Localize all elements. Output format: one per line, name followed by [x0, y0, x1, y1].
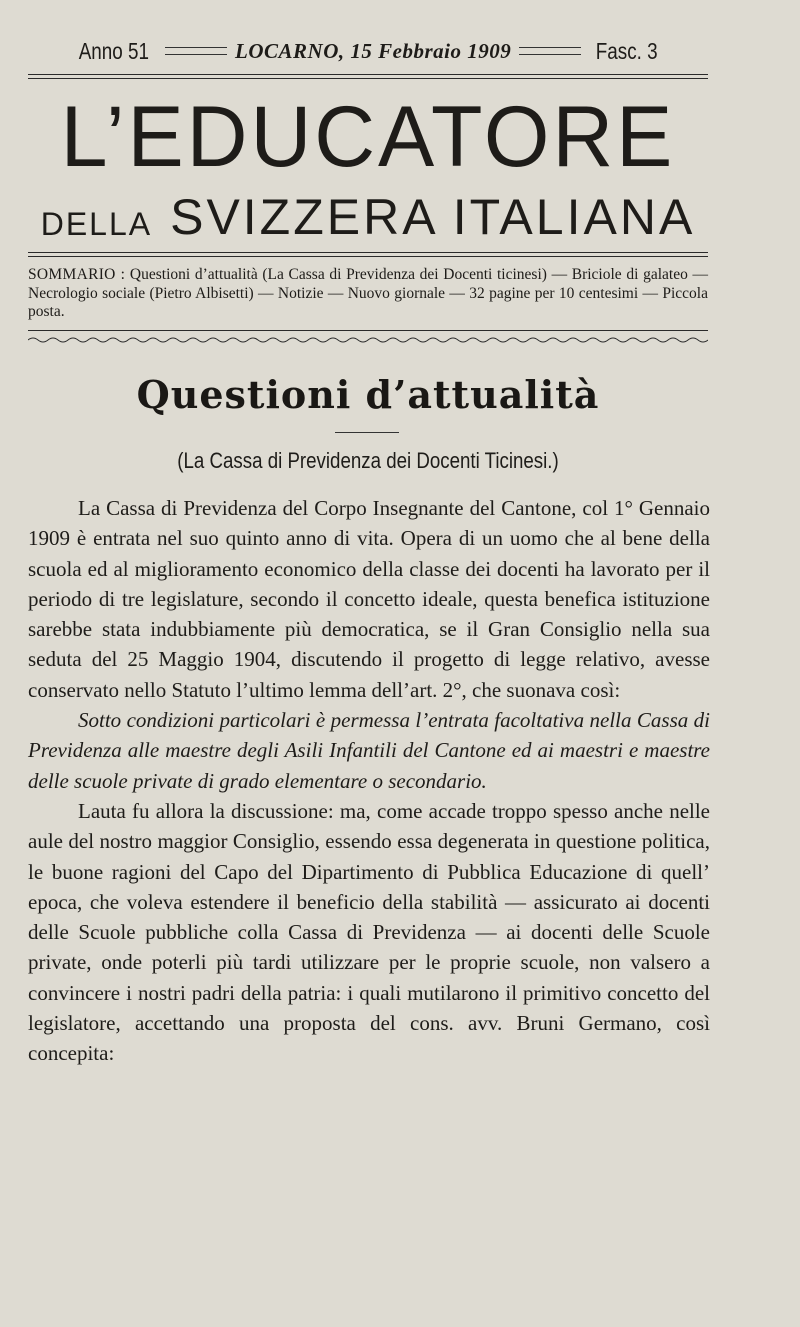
- article-body: [28, 493, 710, 1069]
- masthead-title: L’EDUCATORE: [60, 89, 676, 185]
- header-rule: [28, 74, 708, 79]
- header-divider: [519, 47, 581, 55]
- masthead-subtitle-region: SVIZZERA ITALIANA: [170, 189, 696, 245]
- article-paragraph: Lauta fu allora la discussione: ma, come accade troppo spesso anche nelle aule del nostro maggior Consiglio, essendo essa degenerata in questione politica, le buone ragioni del Capo del Dipartimento di Pubblica Educazione di quell’ epoca, che voleva estendere il beneficio della stabilità — assicurato ai docenti delle Scuole pubbliche colla Cassa di Previdenza — ai docenti delle Scuole private, onde poterli più tardi utilizzare per le proprie scuole, non valsero a convincere i nostri padri della patria: i quali mutilarono il primitivo concetto del legislatore, accettando una proposta del cons. avv. Bruni Germano, così concepita:: [28, 798, 710, 1066]
- article-title: Questioni d’attualità: [136, 372, 600, 417]
- ornamental-wavy-rule: [28, 334, 708, 352]
- summary-rule: [28, 330, 708, 332]
- issue-header: [28, 34, 708, 68]
- masthead-subtitle: [28, 184, 708, 244]
- article-paragraph: La Cassa di Previdenza del Corpo Insegnante del Cantone, col 1° Gennaio 1909 è entrata nel suo quinto anno di vita. Opera di un uomo che al bene della scuola ed al miglioramento economico della classe dei docenti ha lavorato per il periodo di tre legislature, secondo il concetto ideale, questa benefica istituzione sarebbe stata indubbiamente più democratica, se il Gran Consiglio nella sua seduta del 25 Maggio 1904, discutendo il progetto di legge relativo, avesse conservato nello Statuto l’ultimo lemma dell’art. 2°, che suonava così:: [28, 496, 710, 702]
- article-subtitle: (La Cassa di Previdenza dei Docenti Ticinesi.): [177, 448, 559, 473]
- title-underline: [335, 432, 399, 433]
- issue-place-date: LOCARNO, 15 Febbraio 1909: [235, 38, 512, 63]
- issue-year: Anno 51: [79, 37, 150, 64]
- article-quoted-paragraph: Sotto condizioni particolari è permessa l’entrata facoltativa nella Cassa di Previdenza alle maestre degli Asili Infantili del Cantone ed ai maestri e maestre delle scuole private di grado elementare o secondario.: [28, 708, 710, 793]
- summary-label: SOMMARIO :: [28, 266, 126, 283]
- masthead-subtitle-della: DELLA: [40, 206, 153, 242]
- summary-text: Questioni d’attualità (La Cassa di Previdenza dei Docenti ticinesi) — Briciole di galateo — Necrologio sociale (Pietro Albisetti) — Notizie — Nuovo giornale — 32 pagine per 10 centesimi — Piccola posta.: [28, 266, 709, 320]
- masthead-rule: [28, 252, 708, 257]
- issue-number: Fasc. 3: [596, 37, 658, 64]
- header-divider: [165, 47, 227, 55]
- table-of-contents: [28, 266, 708, 322]
